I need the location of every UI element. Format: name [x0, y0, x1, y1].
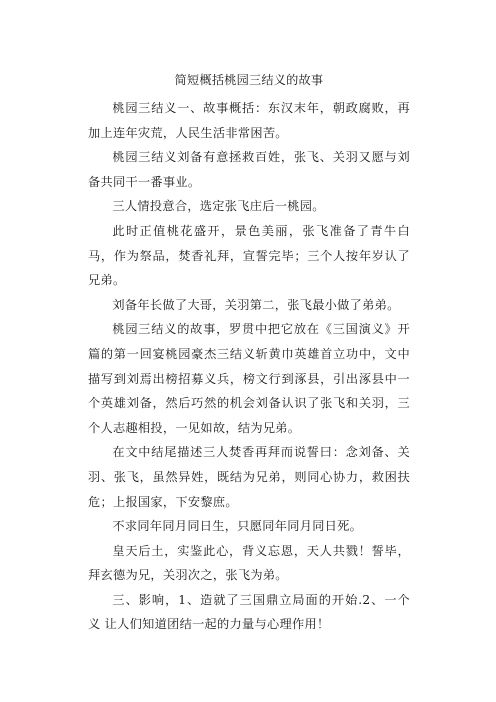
paragraph-9: 皇天后土，实鉴此心，背义忘恩，天人共戮！誓毕，拜玄德为兄，关羽次之，张飞为弟。 [88, 543, 410, 583]
paragraph-3: 三人情投意合，选定张飞庄后一桃园。 [112, 199, 325, 214]
paragraph-6: 桃园三结义的故事，罗贯中把它放在《三国演义》开篇的第一回宴桃园豪杰三结义斩黄巾英雄首立功中，文中描写到刘焉出榜招募义兵，榜文行到涿县，引出涿县中一个英雄刘备，然后巧然的机会刘备认识了张飞和关羽，三个人志趣相投，一见如故，结为兄弟。 [88, 322, 410, 435]
paragraph-7: 在文中结尾描述三人焚香再拜而说誓曰：念刘备、关羽、张飞，虽然异姓，既结为兄弟，则同心协力，救困扶危；上报国家，下安黎庶。 [88, 445, 410, 509]
paragraph-2: 桃园三结义刘备有意拯救百姓，张飞、关羽又愿与刘备共同干一番事业。 [88, 150, 410, 189]
paragraph-10: 三、影响，1、造就了三国鼎立局面的开始.2、一个 义 让人们知道团结一起的力量与心理作用！ [88, 592, 410, 632]
paragraph-1: 桃园三结义一、故事概括：东汉末年，朝政腐败，再加上连年灾荒，人民生活非常困苦。 [88, 101, 410, 140]
paragraph-4: 此时正值桃花盛开，景色美丽，张飞准备了青牛白马，作为祭品，焚香礼拜，宣誓完毕；三个人按年岁认了兄弟。 [88, 223, 410, 288]
document-title: 简短概括桃园三结义的故事 [174, 73, 324, 87]
paragraph-8: 不求同年同月同日生，只愿同年同月同日死。 [112, 519, 363, 534]
document-body [88, 72, 410, 637]
paragraph-5: 刘备年长做了大哥，关羽第二，张飞最小做了弟弟。 [112, 297, 400, 312]
